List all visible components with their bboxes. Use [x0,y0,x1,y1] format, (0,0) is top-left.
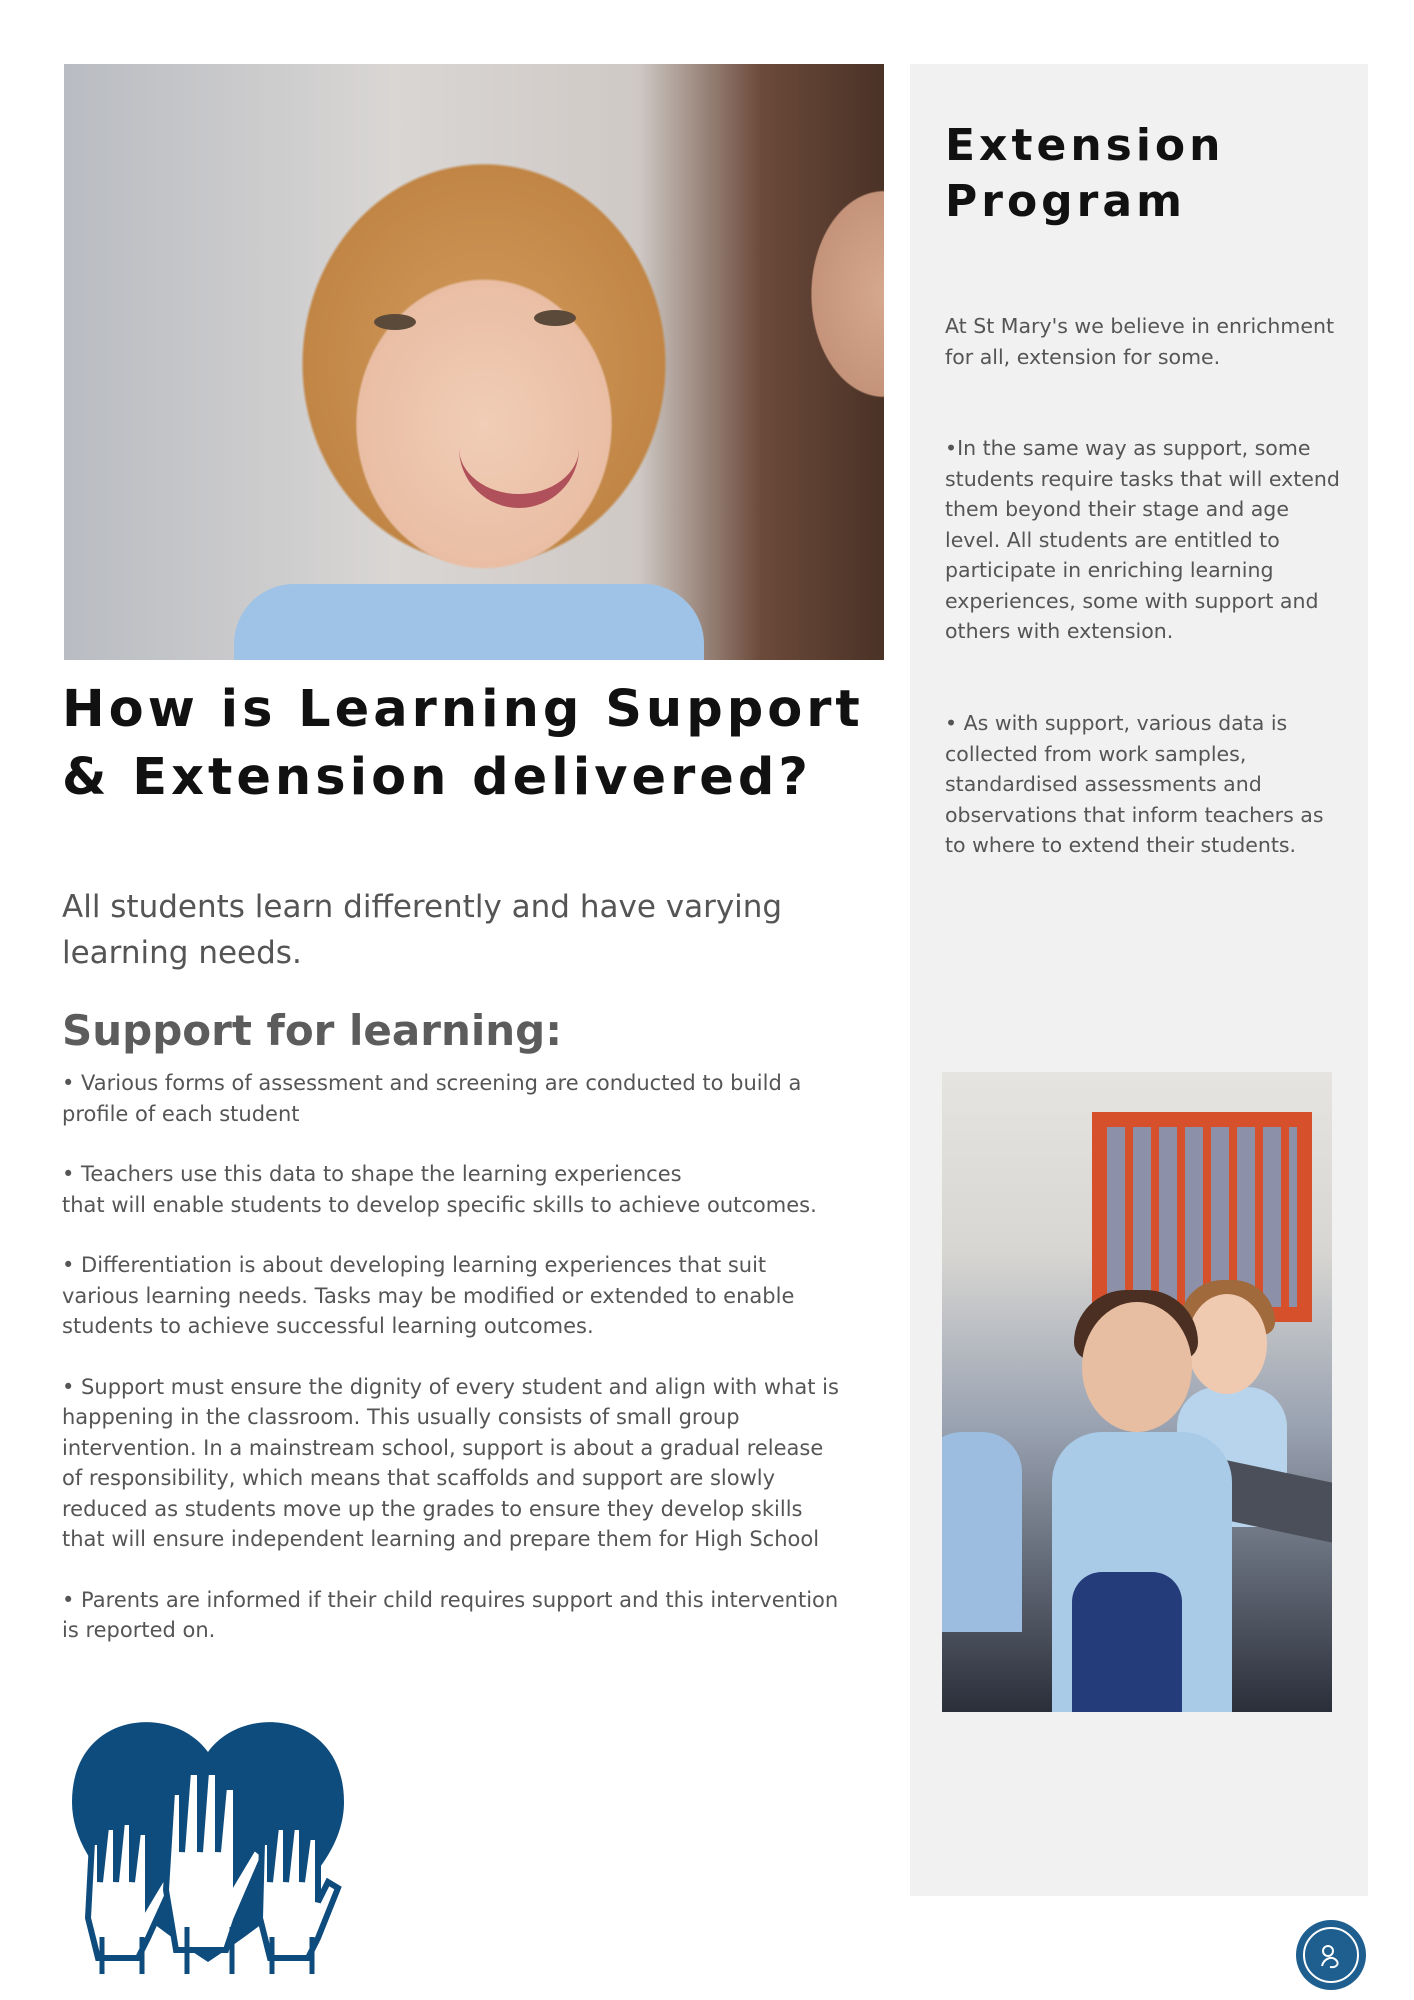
classroom-photo [942,1072,1332,1712]
support-heading: Support for learning: [62,1006,563,1055]
seal-inner-ring [1303,1927,1359,1983]
sidebar-paragraph: • As with support, various data is collected from work samples, standardised assessments and observations that inform teachers as to where to extend their students. [945,711,1324,857]
photo-detail [374,314,416,330]
page-title: How is Learning Support & Extension delivered? [62,680,864,807]
sidebar-title: Extension Program [945,120,1225,227]
photo-detail [234,584,704,660]
school-seal-logo [1296,1920,1366,1990]
photo-detail [1187,1294,1267,1394]
bullet-item: • Teachers use this data to shape the learning experiences that will enable students to develop specific skills to achieve outcomes. [62,1162,817,1217]
bullet-item: • Support must ensure the dignity of every student and align with what is happening in the classroom. This usually consists of small group intervention. In a mainstream school, support is about a gradual release of responsibility, which means that scaffolds and support are slowly reduced as students move up the grades to ensure they develop skills that will ensure independent learning and prepare them for High School [62,1374,839,1551]
photo-detail [1072,1572,1182,1712]
bullet-item: • Parents are informed if their child requires support and this intervention is reported on. [62,1587,839,1642]
photo-detail [1107,1127,1297,1307]
photo-detail [942,1432,1022,1632]
intro-text: All students learn differently and have varying learning needs. [62,889,783,971]
seal-emblem-icon [1316,1940,1346,1970]
sidebar-paragraph: •In the same way as support, some students require tasks that will extend them beyond their stage and age level. All students are entitled to participate in enriching learning experiences, some with support and others with extension. [945,436,1340,643]
hands-heart-icon [72,1712,344,1974]
photo-detail [459,444,579,508]
hero-photo-girl [64,64,884,660]
support-bullet-list [62,1068,902,1676]
bullet-item: • Various forms of assessment and screening are conducted to build a profile of each student [62,1071,802,1126]
photo-detail [534,310,576,326]
photo-detail [1082,1302,1192,1432]
bullet-item: • Differentiation is about developing learning experiences that suit various learning needs. Tasks may be modified or extended to enable students to achieve successful learning outcomes. [62,1253,795,1338]
sidebar-paragraph: At St Mary's we believe in enrichment for all, extension for some. [945,314,1335,369]
